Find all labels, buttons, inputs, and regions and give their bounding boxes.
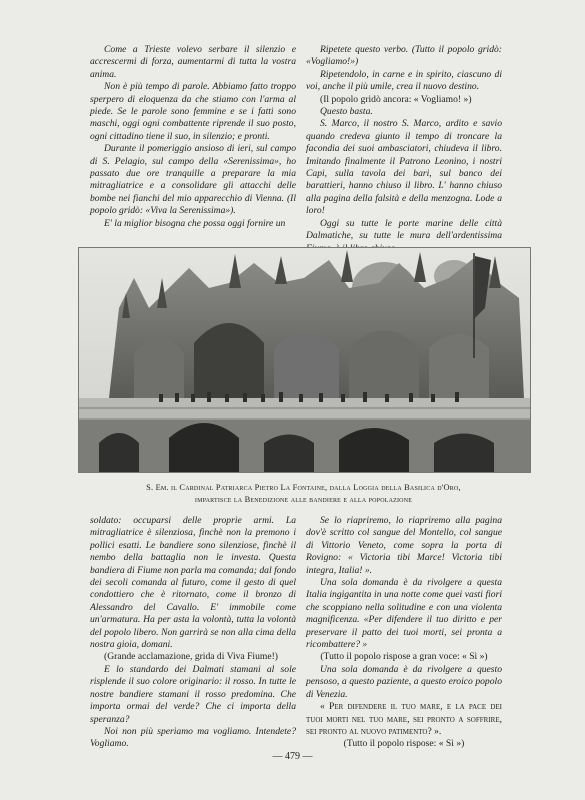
paragraph: Non è più tempo di parole. Abbiamo fatto troppo sperpero di eloquenza da che stiamo con l'arma al piede. Se le parole sono femmine e se i fatti sono maschi, oggi ogni combattente riprende il suo posto, ogni cittadino tiene il suo, in silenzio; e pronti. <box>90 81 296 142</box>
basilica-illustration <box>79 248 530 472</box>
paragraph: E lo standardo dei Dalmati stamani al sole risplende il suo colore originario: il rosso. In tutte le nostre bandiere stamani il rosso predomina. Che importa ormai del verde? Che ci importa della speranza? <box>90 663 296 725</box>
paragraph: Ripetete questo verbo. (Tutto il popolo gridò: «Vogliamo!») <box>306 44 502 68</box>
paragraph: (Grande acclamazione, grida di Viva Fiume!) <box>104 651 278 663</box>
paragraph: Una sola domanda è da rivolgere a questa Italia ingigantita in una notte come quei vasti fiori che scoppiano nella solitudine e con una violenta magnificenza. «Per difendere il tuo diritto e per preservare il patto dei tuoi morti, sei pronta a ricombattere? » <box>306 577 502 651</box>
caption-line: S. Em. il Cardinal Patriarca Pietro La Fontaine, dalla Loggia della Basilica d'Oro, <box>146 483 461 492</box>
paragraph: S. Marco, il nostro S. Marco, ardito e savio quando credeva giunto il tempo di troncare la facondia dei suoi ambasciatori, chiudeva il libro. Imitando finalmente il Patrono Leonino, i nostri Capi, sulla tavola dei bari, sul banco dei barattieri, hanno chiuso il libro. L' hanno chiuso alla pagina della falsità e della menzogna. Lode a loro! <box>306 118 502 217</box>
text-column-top-left <box>90 44 296 230</box>
paragraph: Una sola domanda è da rivolgere a questo pensoso, a questo paziente, a questo eroico popolo di Venezia. <box>306 663 502 700</box>
paragraph: (Tutto il popolo rispose: « Sì ») <box>343 738 465 750</box>
paragraph: E' la miglior bisogna che possa oggi fornire un <box>104 217 286 229</box>
text-column-top-right <box>306 44 502 255</box>
caption-line: impartisce la Benedizione alle bandiere e alla popolazione <box>194 495 413 504</box>
page-number: — 479 — <box>272 751 313 762</box>
paragraph: Se lo riapriremo, lo riapriremo alla pagina dov'è scritto col sangue del Montello, col sangue di Vittorio Veneto, come sopra la porta di Rovigno: « Victoria tibi Marce! Victoria tibi integra, Italia! ». <box>306 515 502 576</box>
paragraph: Come a Trieste volevo serbare il silenzio e accrescermi di forza, aumentarmi di tutta la vostra anima. <box>90 44 296 80</box>
paragraph: Ripetendolo, in carne e in spirito, ciascuno di voi, anche il più umile, crea il nuovo destino. <box>306 68 502 93</box>
photo-caption <box>78 482 529 506</box>
paragraph: Questo basta. <box>320 106 373 118</box>
paragraph: soldato: occuparsi delle proprie armi. La mitragliatrice è silenziosa, finchè non la premono i pollici esatti. Le bandiere sono silenziose, finchè il nembo della battaglia non le investa. Questa bandiera di Fiume non parla ma comanda; dal fondo dei secoli comanda al futuro, come il gesto di quel condottiero che è ritornato, come il bronzo di Alessandro del Cavallo. E' immobile come un'armatura. Ha per asta la volontà, tutta la volontà del popolo libero. Non garrirà se non alla cima della nostra gioia, domani. <box>90 515 296 651</box>
paragraph: (Il popolo gridò ancora: « Vogliamo! ») <box>320 93 472 105</box>
text-column-bottom-right <box>306 515 502 751</box>
paragraph: (Tutto il popolo rispose a gran voce: « Sì ») <box>320 651 488 663</box>
paragraph: « Per difendere il tuo mare, e la pace dei tuoi morti nel tuo mare, sei pronto a soffrire, sei pronto al nuovo patimento? ». <box>306 701 502 737</box>
basilica-photo <box>78 247 531 473</box>
paragraph: Durante il pomeriggio ansioso di ieri, sul campo di S. Pelagio, sul campo della «Serenissima», ho passato due ore tranquille a preparare la mia mitragliatrice e a consolidare gli attacchi delle bombe nei fianchi del mio apparecchio di Vienna. (Il popolo gridò: «Viva la Serenissima»). <box>90 143 296 217</box>
paragraph: Noi non più speriamo ma vogliamo. Intendete? Vogliamo. <box>90 725 296 750</box>
text-column-bottom-left <box>90 515 296 751</box>
paragraph: Oggi su tutte le porte marine delle città Dalmatiche, su tutte le mura dell'ardentissima <box>306 217 502 242</box>
